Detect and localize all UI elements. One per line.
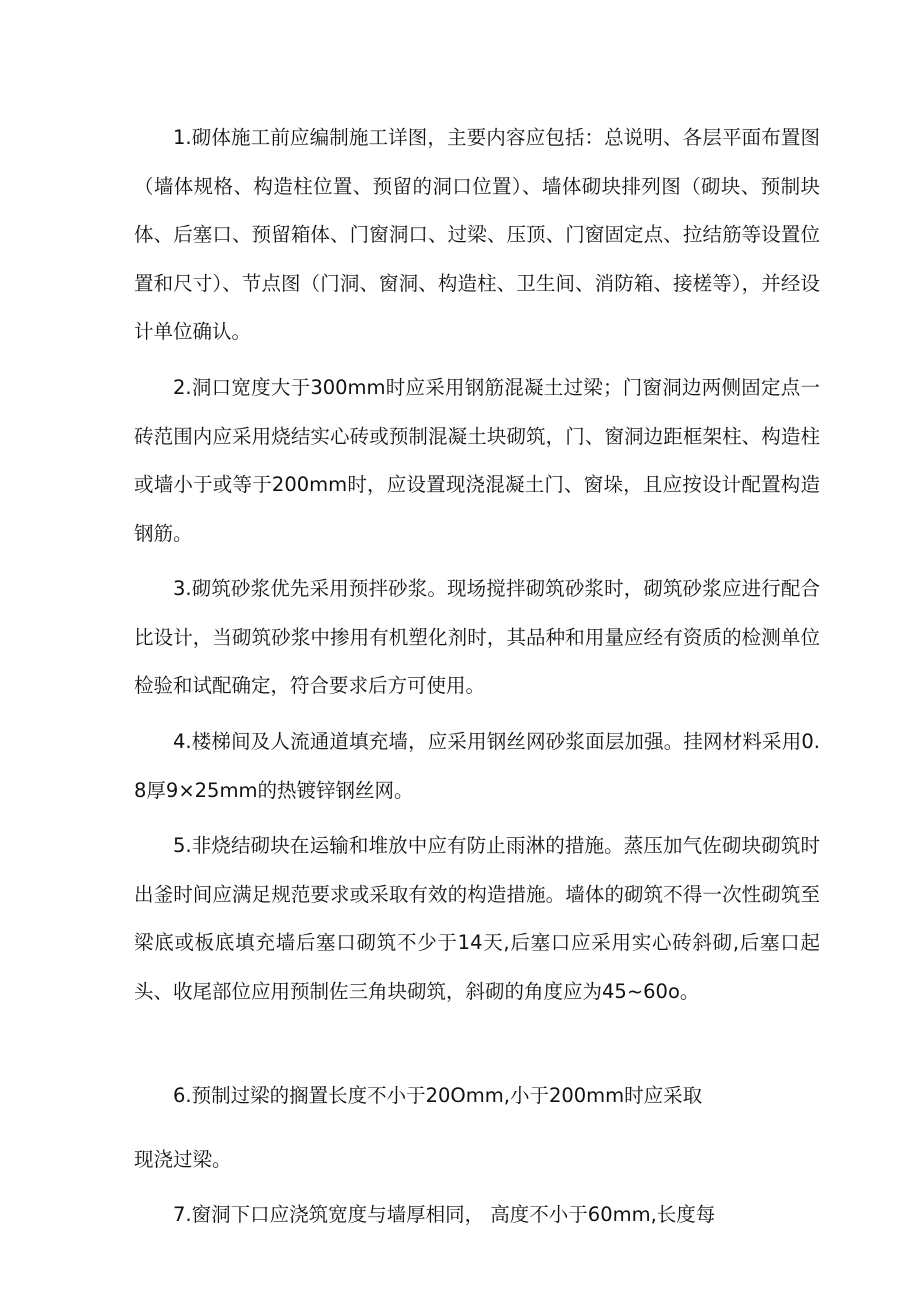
- paragraph-3: 3.砌筑砂浆优先采用预拌砂浆。现场搅拌砌筑砂浆时，砌筑砂浆应进行配合比设计，当砌筑砂浆中掺用有机塑化剂时，其品种和用量应经有资质的检测单位检验和试配确定，符合要求后方可使用。: [134, 577, 820, 698]
- paragraph-2: 2.洞口宽度大于300mm时应采用钢筋混凝土过梁；门窗洞边两侧固定点一砖范围内应采用烧结实心砖或预制混凝土块砌筑，门、窗洞边距框架柱、构造柱或墙小于或等于200mm时，应设置现浇混凝土门、窗垛，且应按设计配置构造钢筋。: [134, 376, 820, 545]
- paragraph-4: 4.楼梯间及人流通道填充墙，应采用钢丝网砂浆面层加强。挂网材料采用0.8厚9×25mm的热镀锌钢丝网。: [134, 730, 820, 802]
- paragraph-6-line-1: 6.预制过梁的搁置长度不小于20Omm,小于200mm时应采取: [173, 1084, 703, 1107]
- paragraph-7: 7.窗洞下口应浇筑宽度与墙厚相同， 高度不小于60mm,长度每: [173, 1203, 716, 1227]
- paragraph-6: [134, 1072, 820, 1184]
- paragraph-1: 1.砌体施工前应编制施工详图，主要内容应包括：总说明、各层平面布置图（墙体规格、构造柱位置、预留的洞口位置）、墙体砌块排列图（砌块、预制块体、后塞口、预留箱体、门窗洞口、过梁、压顶、门窗固定点、拉结筋等设置位置和尺寸）、节点图（门洞、窗洞、构造柱、卫生间、消防箱、接槎等），并经设计单位确认。: [134, 126, 820, 344]
- paragraph-6-line-2: 现浇过梁。: [134, 1147, 232, 1171]
- paragraph-5: 5.非烧结砌块在运输和堆放中应有防止雨淋的措施。蒸压加气佐砌块砌筑时出釜时间应满足规范要求或采取有效的构造措施。墙体的砌筑不得一次性砌筑至梁底或板底填充墙后塞口砌筑不少于14天,后塞口应采用实心砖斜砌,后塞口起头、收尾部位应用预制佐三角块砌筑，斜砌的角度应为45~60o。: [134, 834, 820, 1003]
